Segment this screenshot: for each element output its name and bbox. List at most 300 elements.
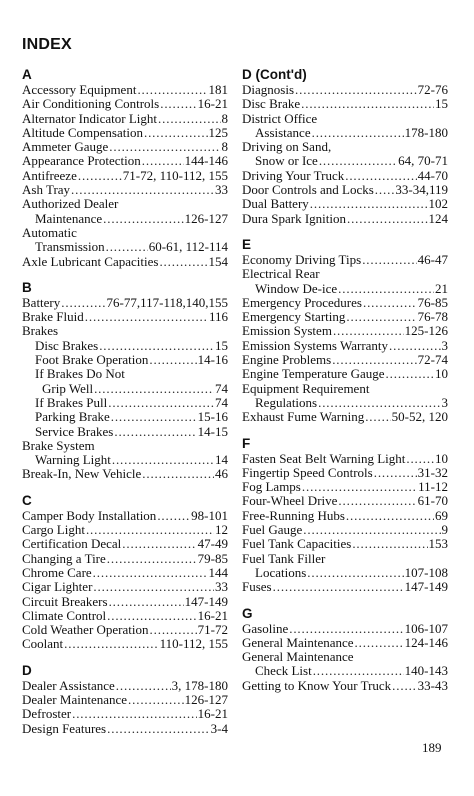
entry-term: Fuel Tank Capacities	[242, 537, 352, 552]
entry-term: Circuit Breakers	[22, 594, 108, 609]
dot-leader	[406, 452, 434, 466]
entry-pages: 33	[215, 580, 228, 595]
entry-pages: 44-70	[417, 168, 448, 183]
entry-pages: 74	[215, 381, 228, 396]
entry-pages: 76-78	[417, 310, 448, 325]
right-column	[242, 66, 448, 703]
index-entry	[242, 353, 448, 367]
index-entry	[242, 509, 448, 523]
dot-leader	[107, 552, 197, 566]
entry-pages: 69	[435, 508, 448, 523]
entry-pages: 3	[441, 338, 448, 353]
dot-leader	[318, 396, 440, 410]
section-letter: C	[22, 492, 32, 508]
entry-pages: 110-112, 155	[159, 637, 228, 652]
index-entry	[22, 722, 228, 736]
entry-pages: 31-32	[417, 465, 448, 480]
entry-term: Emission System	[242, 324, 332, 339]
dot-leader	[86, 523, 214, 537]
index-entry	[22, 679, 228, 693]
entry-term: Gasoline	[242, 621, 289, 636]
dot-leader	[137, 83, 207, 97]
index-entry	[22, 296, 228, 310]
index-section	[22, 492, 228, 652]
entry-pages: 60-61, 112-114	[148, 240, 228, 255]
entry-term: Regulations	[255, 395, 318, 410]
index-entry	[22, 693, 228, 707]
entry-term: Grip Well	[42, 381, 94, 396]
dot-leader	[149, 353, 196, 367]
entry-pages: 147-149	[184, 594, 228, 609]
entry-term: Transmission	[35, 240, 105, 255]
entry-pages: 10	[435, 367, 448, 382]
entry-term: District Office	[242, 111, 318, 126]
index-entry	[22, 552, 228, 566]
index-entry	[242, 480, 448, 494]
entry-term: Economy Driving Tips	[242, 252, 362, 267]
dot-leader	[301, 97, 434, 111]
dot-leader	[362, 253, 416, 267]
entry-term: Assistance	[255, 125, 311, 140]
index-entry	[22, 183, 228, 197]
index-entry	[22, 353, 228, 367]
entry-pages: 71-72	[197, 623, 228, 638]
dot-leader	[289, 622, 403, 636]
entry-pages: 12	[215, 523, 228, 538]
entry-pages: 125-126	[404, 324, 448, 339]
entry-term: Authorized Dealer	[22, 197, 119, 212]
index-entry	[242, 310, 448, 324]
index-entry	[22, 310, 228, 324]
entry-term: Diagnosis	[242, 83, 294, 97]
dot-leader	[374, 466, 417, 480]
index-entry	[22, 453, 228, 467]
section-letter: G	[242, 605, 253, 621]
entry-term: Exhaust Fume Warning	[242, 410, 365, 425]
dot-leader	[303, 523, 440, 537]
dot-leader	[78, 169, 122, 183]
index-section	[242, 605, 448, 693]
dot-leader	[346, 310, 416, 324]
index-entry	[22, 623, 228, 637]
entry-term: Fuel Gauge	[242, 523, 303, 538]
entry-pages: 181	[208, 83, 228, 97]
entry-pages: 64, 70-71	[398, 154, 448, 169]
index-entry	[242, 126, 448, 140]
section-letter: F	[242, 435, 251, 451]
entry-pages: 76-77,117-118,140,155	[106, 295, 228, 310]
entry-pages: 8	[221, 140, 228, 155]
entry-term: Brake Fluid	[22, 310, 84, 325]
dot-leader	[365, 410, 390, 424]
entry-pages: 3, 178-180	[171, 678, 228, 693]
index-entry	[22, 609, 228, 623]
index-entry	[22, 112, 228, 126]
entry-pages: 33-43	[417, 678, 448, 693]
index-entry	[22, 197, 228, 211]
index-entry	[22, 439, 228, 453]
entry-term: Disc Brake	[242, 97, 301, 112]
index-entry	[242, 97, 448, 111]
section-letter: A	[22, 67, 32, 82]
entry-term: Disc Brakes	[35, 338, 99, 353]
entry-term: Engine Problems	[242, 353, 332, 368]
entry-term: Automatic	[22, 225, 77, 240]
dot-leader	[338, 282, 434, 296]
entry-pages: 126-127	[184, 211, 228, 226]
index-entry	[22, 154, 228, 168]
entry-pages: 21	[435, 281, 448, 296]
entry-term: Check List	[255, 664, 312, 679]
dot-leader	[345, 169, 416, 183]
index-entry	[242, 396, 448, 410]
entry-term: Emergency Starting	[242, 310, 346, 325]
entry-pages: 10	[435, 451, 448, 466]
entry-pages: 46-47	[417, 252, 448, 267]
dot-leader	[347, 212, 428, 226]
entry-pages: 47-49	[197, 537, 228, 552]
index-entry	[22, 240, 228, 254]
dot-leader	[159, 255, 207, 269]
index-entry	[242, 154, 448, 168]
entry-pages: 61-70	[417, 494, 448, 509]
entry-term: Free-Running Hubs	[242, 508, 345, 523]
index-entry	[22, 83, 228, 97]
section-letter: D	[22, 662, 32, 678]
entry-term: Driving on Sand,	[242, 140, 332, 155]
index-entry	[22, 707, 228, 721]
index-section	[242, 66, 448, 226]
entry-pages: 3	[441, 395, 448, 410]
entry-term: Fingertip Speed Controls	[242, 465, 373, 480]
entry-pages: 14	[215, 453, 228, 468]
index-entry	[22, 566, 228, 580]
entry-term: Door Controls and Locks	[242, 183, 374, 198]
entry-pages: 124-146	[404, 635, 448, 650]
entry-pages: 102	[428, 197, 448, 212]
entry-term: Electrical Rear	[242, 267, 320, 282]
index-entry	[22, 425, 228, 439]
index-entry	[22, 367, 228, 381]
index-entry	[242, 664, 448, 678]
dot-leader	[111, 410, 197, 424]
entry-pages: 8	[221, 111, 228, 126]
dot-leader	[332, 353, 416, 367]
entry-term: Dealer Assistance	[22, 678, 115, 693]
entry-term: Climate Control	[22, 608, 107, 623]
index-entry	[242, 296, 448, 310]
dot-leader	[307, 566, 403, 580]
index-entry	[242, 494, 448, 508]
entry-term: Locations	[255, 565, 307, 580]
index-entry	[242, 339, 448, 353]
dot-leader	[386, 367, 434, 381]
index-entry	[242, 83, 448, 97]
index-entry	[242, 679, 448, 693]
entry-term: Brakes	[22, 324, 59, 339]
dot-leader	[355, 636, 404, 650]
dot-leader	[107, 609, 197, 623]
entry-pages: 16-21	[197, 608, 228, 623]
index-section	[242, 236, 448, 425]
index-entry	[242, 112, 448, 126]
entry-pages: 15	[435, 97, 448, 112]
dot-leader	[109, 595, 184, 609]
dot-leader	[313, 664, 404, 678]
entry-term: Break-In, New Vehicle	[22, 467, 142, 482]
entry-pages: 50-52, 120	[391, 410, 448, 425]
entry-pages: 79-85	[197, 551, 228, 566]
entry-term: Accessory Equipment	[22, 83, 137, 97]
index-entry	[22, 410, 228, 424]
entry-pages: 153	[428, 537, 448, 552]
index-entry	[22, 226, 228, 240]
entry-term: Driving Your Truck	[242, 168, 345, 183]
dot-leader	[312, 126, 404, 140]
dot-leader	[122, 537, 196, 551]
dot-leader	[106, 240, 148, 254]
entry-pages: 15-16	[197, 410, 228, 425]
entry-pages: 107-108	[404, 565, 448, 580]
index-entry	[22, 212, 228, 226]
page-title: INDEX	[22, 36, 72, 53]
dot-leader	[72, 707, 197, 721]
section-letter: E	[242, 236, 252, 252]
index-entry	[242, 282, 448, 296]
entry-term: Fuses	[242, 580, 272, 595]
index-entry	[242, 212, 448, 226]
dot-leader	[333, 324, 404, 338]
dot-leader	[338, 494, 416, 508]
entry-pages: 124	[428, 211, 448, 226]
entry-term: General Maintenance	[242, 650, 354, 665]
entry-pages: 3-4	[210, 721, 228, 736]
dot-leader	[94, 382, 214, 396]
entry-pages: 33-34,119	[395, 183, 448, 198]
entry-pages: 154	[208, 254, 228, 269]
dot-leader	[109, 140, 220, 154]
dot-leader	[389, 339, 440, 353]
index-entry	[242, 410, 448, 424]
entry-term: Cigar Lighter	[22, 580, 93, 595]
entry-pages: 178-180	[404, 125, 448, 140]
dot-leader	[64, 637, 158, 651]
index-entry	[242, 636, 448, 650]
dot-leader	[363, 296, 417, 310]
entry-term: Air Conditioning Controls	[22, 97, 160, 112]
dot-leader	[144, 126, 208, 140]
dot-leader	[85, 310, 208, 324]
index-entry	[242, 523, 448, 537]
index-entry	[242, 580, 448, 594]
index-entry	[242, 466, 448, 480]
index-entry	[242, 452, 448, 466]
entry-term: Coolant	[22, 637, 64, 652]
index-entry	[242, 197, 448, 211]
entry-pages: 14-15	[197, 424, 228, 439]
entry-term: Getting to Know Your Truck	[242, 678, 392, 693]
index-entry	[242, 183, 448, 197]
entry-term: General Maintenance	[242, 635, 354, 650]
index-section	[242, 435, 448, 595]
dot-leader	[93, 580, 214, 594]
dot-leader	[302, 480, 417, 494]
index-entry	[242, 253, 448, 267]
entry-term: Ash Tray	[22, 183, 71, 198]
dot-leader	[61, 296, 105, 310]
entry-term: Maintenance	[35, 211, 103, 226]
dot-leader	[346, 509, 434, 523]
index-entry	[22, 467, 228, 481]
entry-term: Emission Systems Warranty	[242, 338, 389, 353]
index-section	[22, 66, 228, 269]
dot-leader	[392, 679, 416, 693]
dot-leader	[157, 509, 190, 523]
dot-leader	[114, 425, 196, 439]
entry-term: Equipment Requirement	[242, 381, 370, 396]
entry-term: Cargo Light	[22, 523, 85, 538]
entry-term: Fuel Tank Filler	[242, 551, 326, 566]
entry-pages: 144	[208, 565, 228, 580]
page-number: 189	[422, 740, 442, 755]
left-column	[22, 66, 228, 746]
entry-term: Ammeter Gauge	[22, 140, 109, 155]
entry-pages: 72-74	[417, 353, 448, 368]
dot-leader	[103, 212, 184, 226]
entry-pages: 15	[215, 338, 228, 353]
index-entry	[22, 509, 228, 523]
entry-term: Fog Lamps	[242, 480, 301, 495]
entry-term: Alternator Indicator Light	[22, 111, 158, 126]
entry-pages: 16-21	[197, 97, 228, 112]
section-letter: B	[22, 279, 32, 295]
index-entry	[22, 523, 228, 537]
entry-term: Dura Spark Ignition	[242, 211, 346, 226]
index-entry	[22, 339, 228, 353]
index-entry	[22, 396, 228, 410]
dot-leader	[112, 453, 214, 467]
index-entry	[22, 382, 228, 396]
dot-leader	[107, 722, 210, 736]
index-entry	[242, 169, 448, 183]
entry-term: Window De-ice	[255, 281, 338, 296]
entry-term: Altitude Compensation	[22, 125, 143, 140]
index-entry	[242, 367, 448, 381]
entry-pages: 106-107	[404, 621, 448, 636]
index-entry	[22, 255, 228, 269]
entry-pages: 147-149	[404, 580, 448, 595]
index-entry	[242, 537, 448, 551]
entry-term: Dealer Maintenance	[22, 692, 128, 707]
entry-term: If Brakes Pull	[35, 395, 108, 410]
entry-pages: 11-12	[418, 480, 448, 495]
entry-term: Parking Brake	[35, 410, 110, 425]
dot-leader	[128, 693, 184, 707]
index-entry	[22, 637, 228, 651]
dot-leader	[375, 183, 395, 197]
entry-term: Emergency Procedures	[242, 295, 362, 310]
entry-pages: 140-143	[404, 664, 448, 679]
index-section	[22, 662, 228, 736]
dot-leader	[310, 197, 428, 211]
entry-term: Antifreeze	[22, 168, 77, 183]
entry-term: Certification Decal	[22, 537, 122, 552]
dot-leader	[71, 183, 214, 197]
dot-leader	[99, 339, 214, 353]
entry-pages: 74	[215, 395, 228, 410]
dot-leader	[158, 112, 220, 126]
dot-leader	[108, 396, 214, 410]
index-entry	[22, 140, 228, 154]
dot-leader	[142, 154, 184, 168]
entry-term: Axle Lubricant Capacities	[22, 254, 159, 269]
dot-leader	[142, 467, 214, 481]
entry-pages: 33	[215, 183, 228, 198]
dot-leader	[160, 97, 196, 111]
entry-term: Chrome Care	[22, 565, 92, 580]
entry-term: Warning Light	[35, 453, 111, 468]
entry-term: If Brakes Do Not	[35, 367, 125, 382]
entry-pages: 126-127	[184, 692, 228, 707]
dot-leader	[273, 580, 404, 594]
entry-term: Fasten Seat Belt Warning Light	[242, 451, 406, 466]
index-entry	[22, 97, 228, 111]
entry-term: Four-Wheel Drive	[242, 494, 338, 509]
index-entry	[242, 140, 448, 154]
entry-term: Changing a Tire	[22, 551, 106, 566]
entry-pages: 98-101	[191, 508, 228, 523]
index-section	[22, 279, 228, 482]
index-entry	[242, 622, 448, 636]
entry-pages: 76-85	[417, 295, 448, 310]
entry-term: Battery	[22, 295, 61, 310]
entry-term: Appearance Protection	[22, 154, 141, 169]
index-entry	[22, 169, 228, 183]
dot-leader	[319, 154, 397, 168]
dot-leader	[116, 679, 171, 693]
entry-term: Defroster	[22, 707, 72, 722]
index-entry	[22, 324, 228, 338]
section-letter: D (Cont'd)	[242, 67, 307, 82]
index-entry	[242, 382, 448, 396]
entry-pages: 116	[208, 310, 228, 325]
dot-leader	[93, 566, 208, 580]
index-entry	[242, 566, 448, 580]
entry-term: Cold Weather Operation	[22, 623, 149, 638]
entry-term: Foot Brake Operation	[35, 353, 149, 368]
entry-pages: 125	[208, 125, 228, 140]
entry-pages: 46	[215, 467, 228, 482]
index-entry	[22, 537, 228, 551]
index-entry	[242, 324, 448, 338]
index-entry	[242, 650, 448, 664]
index-entry	[242, 552, 448, 566]
entry-pages: 14-16	[197, 353, 228, 368]
entry-pages: 16-21	[197, 707, 228, 722]
entry-term: Engine Temperature Gauge	[242, 367, 385, 382]
index-entry	[242, 267, 448, 281]
entry-term: Brake System	[22, 438, 95, 453]
entry-term: Snow or Ice	[255, 154, 318, 169]
entry-term: Camper Body Installation	[22, 508, 157, 523]
dot-leader	[150, 623, 197, 637]
entry-pages: 144-146	[184, 154, 228, 169]
entry-term: Service Brakes	[35, 424, 114, 439]
entry-pages: 9	[441, 523, 448, 538]
entry-term: Design Features	[22, 721, 107, 736]
dot-leader	[295, 83, 417, 97]
entry-pages: 71-72, 110-112, 155	[122, 168, 228, 183]
